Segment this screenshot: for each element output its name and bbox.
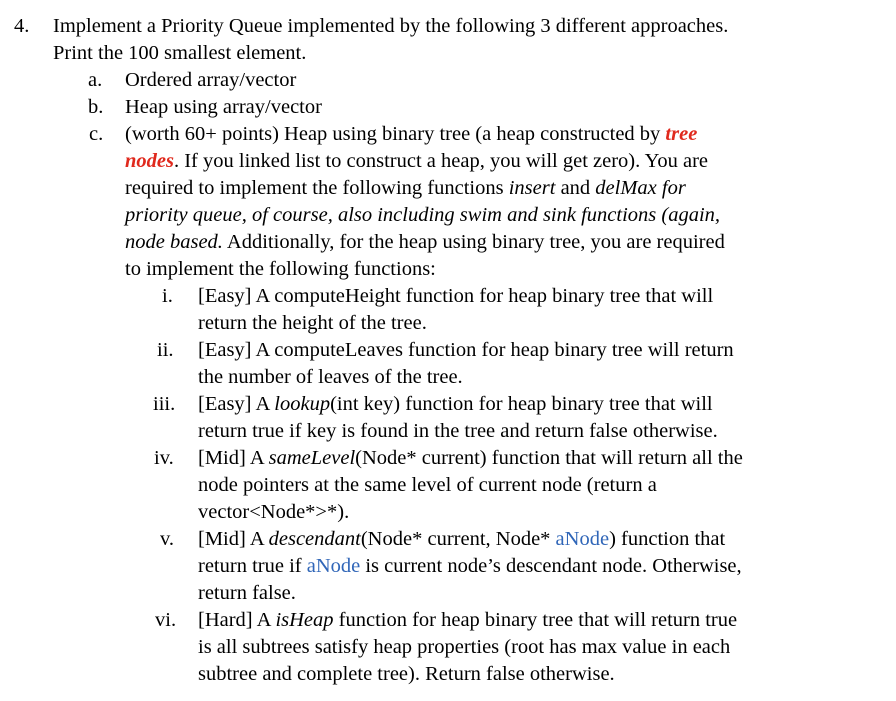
item-a-marker: a. bbox=[88, 69, 103, 91]
item-c-line-4: priority queue, of course, also including swim and sink functions (again, bbox=[125, 204, 721, 226]
sub-iv-line-1: [Mid] A sameLevel(Node* current) function that will return all the bbox=[198, 447, 743, 469]
sub-ii-line-1: [Easy] A computeLeaves function for heap binary tree will return bbox=[198, 339, 734, 361]
sub-vi-line-3: subtree and complete tree). Return false otherwise. bbox=[198, 663, 615, 685]
item-b-marker: b. bbox=[88, 96, 104, 118]
sub-vi-line-2: is all subtrees satisfy heap properties (root has max value in each bbox=[198, 636, 731, 658]
sub-ii-line-2: the number of leaves of the tree. bbox=[198, 366, 463, 388]
sub-iii-line-1: [Easy] A lookup(int key) function for heap binary tree that will bbox=[198, 393, 713, 415]
sub-vi-marker: vi. bbox=[155, 609, 177, 631]
question-text-line-1: Implement a Priority Queue implemented by the following 3 different approaches. bbox=[53, 15, 729, 37]
item-c-line-1: (worth 60+ points) Heap using binary tree (a heap constructed by tree bbox=[125, 123, 698, 145]
sub-v-line-2: return true if aNode is current node’s descendant node. Otherwise, bbox=[198, 555, 742, 577]
question-text-line-2: Print the 100 smallest element. bbox=[53, 42, 307, 64]
item-c-line-5: node based. Additionally, for the heap using binary tree, you are required bbox=[125, 231, 725, 253]
sub-ii-marker: ii. bbox=[157, 339, 174, 361]
item-b-text: Heap using array/vector bbox=[125, 96, 322, 118]
item-c-line-3: required to implement the following functions insert and delMax for bbox=[125, 177, 686, 199]
sub-iii-marker: iii. bbox=[153, 393, 176, 415]
item-c-line-2: nodes. If you linked list to construct a heap, you will get zero). You are bbox=[125, 150, 709, 172]
sub-v-line-3: return false. bbox=[198, 582, 296, 604]
sub-iii-line-2: return true if key is found in the tree and return false otherwise. bbox=[198, 420, 718, 442]
sub-iv-line-2: node pointers at the same level of current node (return a bbox=[198, 474, 657, 496]
sub-i-marker: i. bbox=[162, 285, 173, 307]
item-c-line-6: to implement the following functions: bbox=[125, 258, 436, 280]
sub-v-line-1: [Mid] A descendant(Node* current, Node* aNode) function that bbox=[198, 528, 726, 550]
question-number: 4. bbox=[14, 15, 30, 37]
sub-i-line-2: return the height of the tree. bbox=[198, 312, 427, 334]
sub-iv-line-3: vector<Node*>*). bbox=[198, 501, 350, 523]
sub-iv-marker: iv. bbox=[154, 447, 174, 469]
sub-i-line-1: [Easy] A computeHeight function for heap binary tree that will bbox=[198, 285, 714, 307]
item-c-marker: c. bbox=[89, 123, 104, 145]
item-a-text: Ordered array/vector bbox=[125, 69, 297, 91]
sub-vi-line-1: [Hard] A isHeap function for heap binary tree that will return true bbox=[198, 609, 738, 631]
sub-v-marker: v. bbox=[160, 528, 175, 550]
